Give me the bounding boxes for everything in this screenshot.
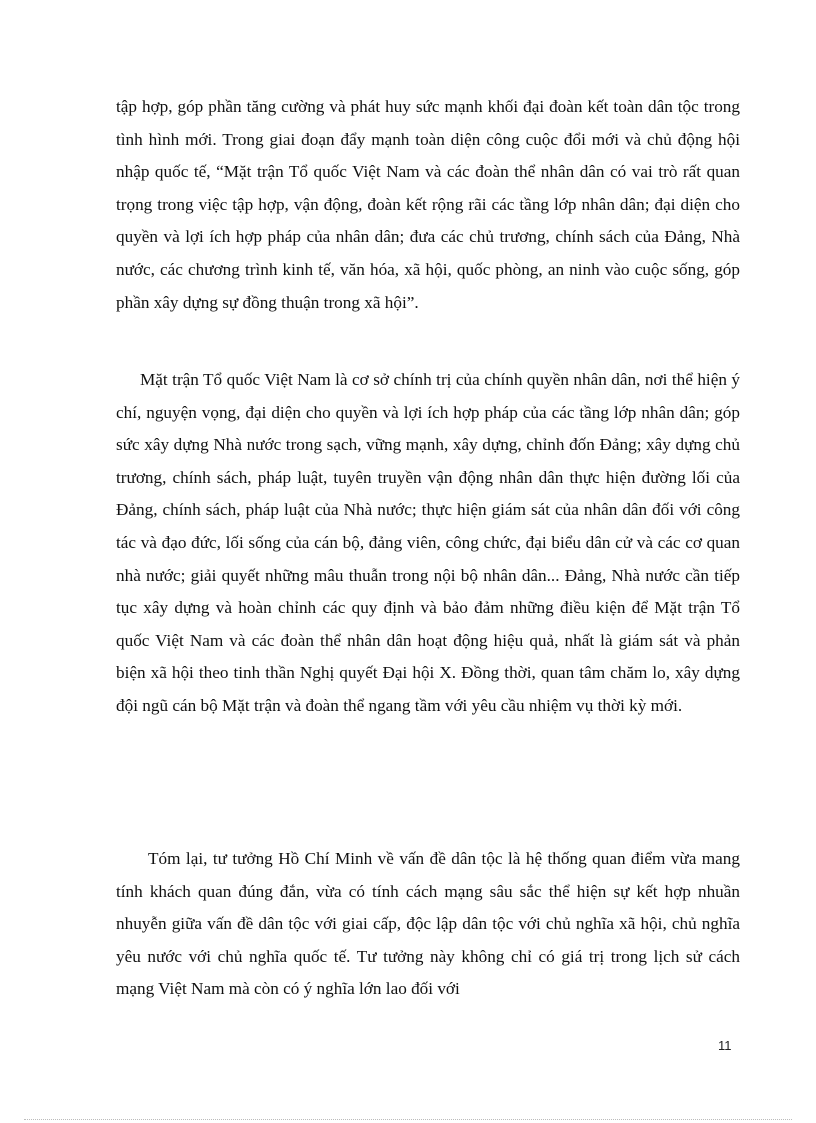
paragraph-conclusion: Tóm lại, tư tưởng Hồ Chí Minh về vấn đề dân tộc là hệ thống quan điểm vừa mang tính khách quan đúng đắn, vừa có tính cách mạng sâu sắc thể hiện sự kết hợp nhuần nhuyễn giữa vấn đề dân tộc với giai cấp, độc lập dân tộc với chủ nghĩa xã hội, chủ nghĩa yêu nước với chủ nghĩa quốc tế. Tư tưởng này không chỉ có giá trị trong lịch sử cách mạng Việt Nam mà còn có ý nghĩa lớn lao đối với (116, 849, 740, 999)
paragraph-fatherland-front-role: Mặt trận Tổ quốc Việt Nam là cơ sở chính trị của chính quyền nhân dân, nơi thể hiện ý chí, nguyện vọng, đại diện cho quyền và lợi ích hợp pháp của các tầng lớp nhân dân; góp sức xây dựng Nhà nước trong sạch, vững mạnh, xây dựng, chỉnh đốn Đảng; xây dựng chủ trương, chính sách, pháp luật, tuyên truyền vận động nhân dân thực hiện đường lối của Đảng, chính sách, pháp luật của Nhà nước; thực hiện giám sát của nhân dân đối với công tác và đạo đức, lối sống của cán bộ, đảng viên, công chức, đại biểu dân cử và các cơ quan nhà nước; giải quyết những mâu thuẫn trong nội bộ nhân dân... Đảng, Nhà nước cần tiếp tục xây dựng và hoàn chỉnh các quy định và bảo đảm những điều kiện để Mặt trận Tổ quốc Việt Nam và các đoàn thể nhân dân hoạt động hiệu quả, nhất là giám sát và phản biện xã hội theo tinh thần Nghị quyết Đại hội X. Đồng thời, quan tâm chăm lo, xây dựng đội ngũ cán bộ Mặt trận và đoàn thể ngang tầm với yêu cầu nhiệm vụ thời kỳ mới. (116, 370, 740, 715)
page-number: 11 (718, 1038, 732, 1053)
footer-divider (24, 1119, 792, 1120)
paragraph-national-unity: tập hợp, góp phần tăng cường và phát huy sức mạnh khối đại đoàn kết toàn dân tộc trong tình hình mới. Trong giai đoạn đẩy mạnh toàn diện công cuộc đổi mới và chủ động hội nhập quốc tế, “Mặt trận Tổ quốc Việt Nam và các đoàn thể nhân dân có vai trò rất quan trọng trong việc tập hợp, vận động, đoàn kết rộng rãi các tầng lớp nhân dân; đại diện cho quyền và lợi ích hợp pháp của nhân dân; đưa các chủ trương, chính sách của Đảng, Nhà nước, các chương trình kinh tế, văn hóa, xã hội, quốc phòng, an ninh vào cuộc sống, góp phần xây dựng sự đồng thuận trong xã hội”. (116, 97, 740, 312)
